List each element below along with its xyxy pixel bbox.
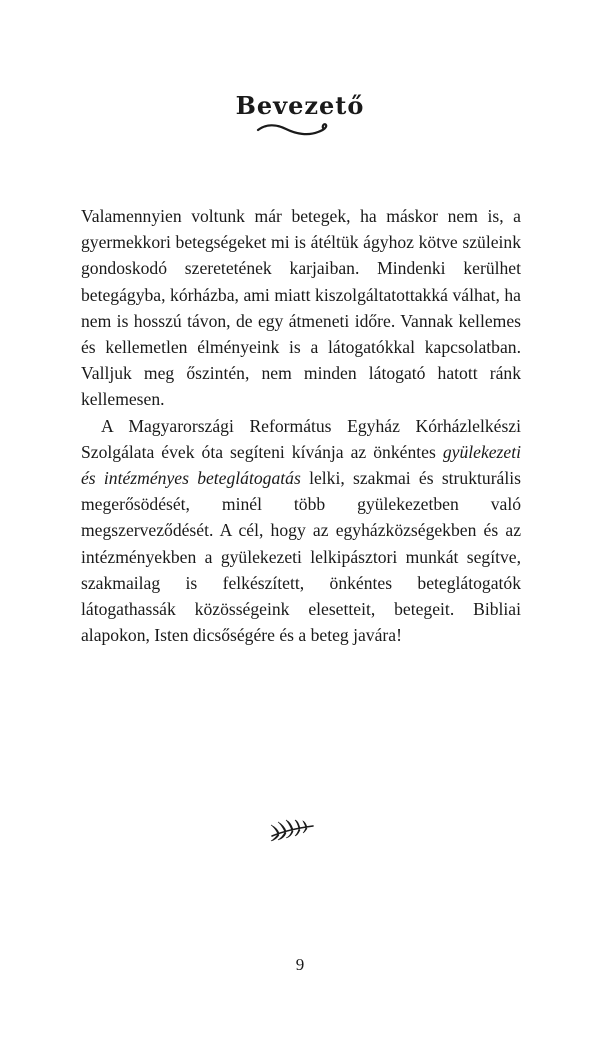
paragraph-2-start: A Magyarországi Református Egyház Kórházlelkészi Szolgálata évek óta segíteni kívánja az önkéntes [81,415,521,462]
body-text [81,203,521,648]
paragraph-1: Valamennyien voltunk már betegek, ha máskor nem is, a gyermekkori betegségeket mi is átéltük ágyhoz kötve szüleink gondoskodó szeretetének karjaiban. Mindenki kerülhet betegágyba, kórházba, ami miatt kiszolgáltatottakká válhat, ha nem is hosszú távon, de egy átmeneti időre. Vannak kellemes és kellemetlen élményeink is a látogatókkal kapcsolatban. Valljuk meg őszintén, nem minden látogató hatott ránk kellemesen. [81,206,521,410]
paragraph-2-italic: gyülekezeti és intézményes beteglátogatás [81,441,521,489]
swash-ornament-icon [256,120,330,142]
paragraph-2 [81,413,521,649]
fern-ornament-icon [268,815,316,843]
page-number: 9 [295,955,305,974]
paragraph-2-end: lelki, szakmai és strukturális megerősödését, minél több gyülekezetben való megszerveződését. A cél, hogy az egyházközségekben és az intézményekben a gyülekezeti lelkipásztori munkát segítve, szakmailag is felkészített, önkéntes beteglátogatók látogathassák közösségeink elesetteit, betegeit. Bibliai alapokon, Isten dicsőségére és a beteg javára! [81,468,521,646]
page-title: Bevezető [235,91,365,121]
